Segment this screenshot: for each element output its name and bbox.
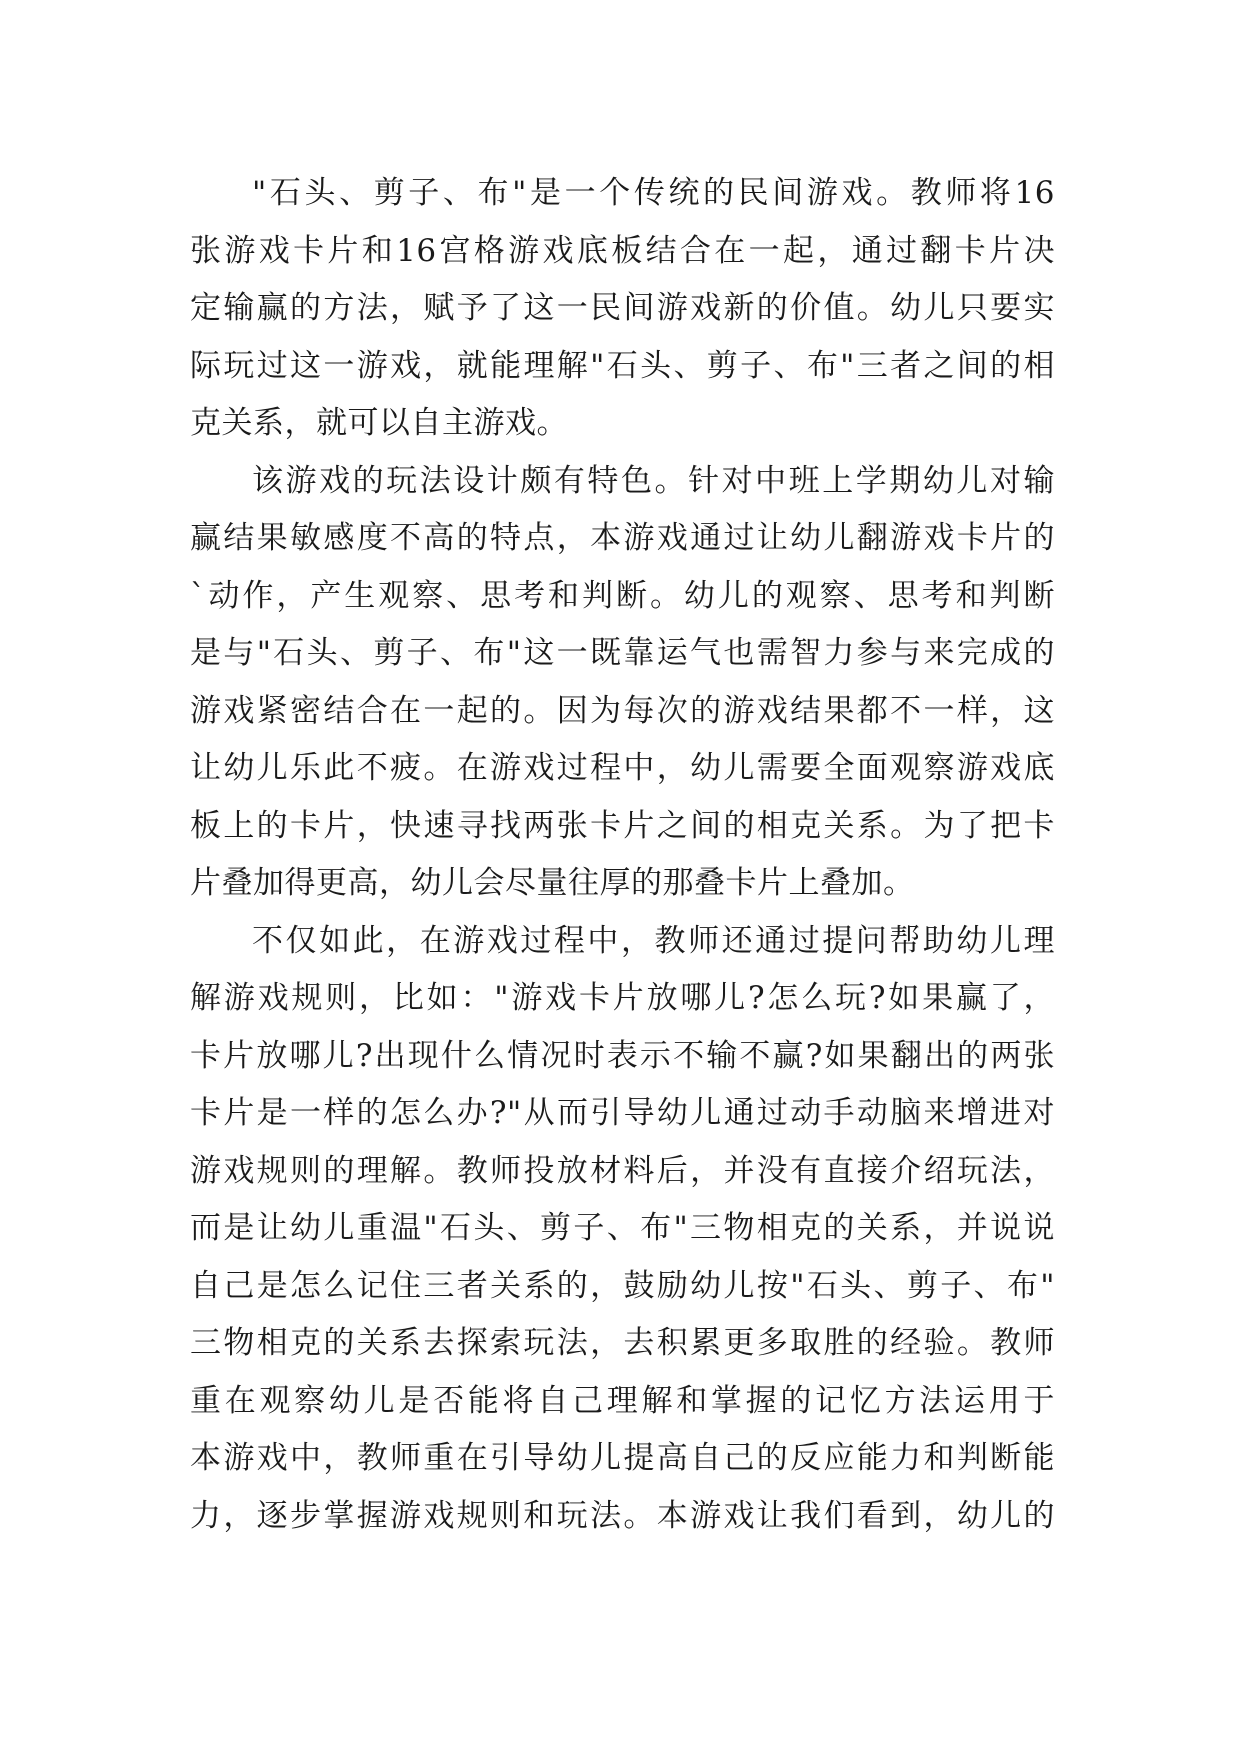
paragraph-2-line-1: 该游戏的玩法设计颇有特色。针对中班上学期幼儿对输 bbox=[252, 462, 1055, 499]
paragraph-3-line-3: 卡片放哪儿?出现什么情况时表示不输不赢?如果翻出的两张 bbox=[190, 1037, 1055, 1074]
paragraph-1-line-5: 克关系，就可以自主游戏。 bbox=[190, 405, 568, 441]
paragraph-2-line-4: 是与"石头、剪子、布"这一既靠运气也需智力参与来完成的 bbox=[190, 635, 1055, 671]
paragraph-1-line-4: 际玩过这一游戏，就能理解"石头、剪子、布"三者之间的相 bbox=[190, 347, 1055, 384]
paragraph-2-line-7: 板上的卡片，快速寻找两张卡片之间的相克关系。为了把卡 bbox=[190, 807, 1055, 844]
paragraph-1-line-2: 张游戏卡片和16宫格游戏底板结合在一起，通过翻卡片决 bbox=[190, 232, 1055, 269]
paragraph-3-line-7: 自己是怎么记住三者关系的，鼓励幼儿按"石头、剪子、布" bbox=[190, 1267, 1055, 1304]
paragraph-3-line-11: 力，逐步掌握游戏规则和玩法。本游戏让我们看到，幼儿的 bbox=[190, 1497, 1055, 1534]
paragraph-3-line-9: 重在观察幼儿是否能将自己理解和掌握的记忆方法运用于 bbox=[190, 1382, 1055, 1419]
paragraph-2-line-6: 让幼儿乐此不疲。在游戏过程中，幼儿需要全面观察游戏底 bbox=[190, 750, 1055, 786]
paragraph-3-line-5: 游戏规则的理解。教师投放材料后，并没有直接介绍玩法， bbox=[190, 1152, 1055, 1189]
paragraph-3-line-2: 解游戏规则，比如："游戏卡片放哪儿?怎么玩?如果赢了， bbox=[190, 980, 1055, 1016]
paragraph-1-line-1: "石头、剪子、布"是一个传统的民间游戏。教师将16 bbox=[252, 175, 1055, 211]
paragraph-3-line-6: 而是让幼儿重温"石头、剪子、布"三物相克的关系，并说说 bbox=[190, 1210, 1055, 1246]
paragraph-3-line-4: 卡片是一样的怎么办?"从而引导幼儿通过动手动脑来增进对 bbox=[190, 1095, 1055, 1131]
paragraph-3-line-8: 三物相克的关系去探索玩法，去积累更多取胜的经验。教师 bbox=[190, 1325, 1055, 1361]
paragraph-2-line-5: 游戏紧密结合在一起的。因为每次的游戏结果都不一样，这 bbox=[190, 692, 1055, 729]
body-text bbox=[190, 165, 1055, 1545]
paragraph-3-line-1: 不仅如此，在游戏过程中，教师还通过提问帮助幼儿理 bbox=[252, 922, 1055, 959]
paragraph-1-line-3: 定输赢的方法，赋予了这一民间游戏新的价值。幼儿只要实 bbox=[190, 290, 1055, 326]
paragraph-2-line-2: 赢结果敏感度不高的特点，本游戏通过让幼儿翻游戏卡片的 bbox=[190, 520, 1055, 556]
paragraph-3-line-10: 本游戏中，教师重在引导幼儿提高自己的反应能力和判断能 bbox=[190, 1440, 1055, 1476]
paragraph-2-line-8: 片叠加得更高，幼儿会尽量往厚的那叠卡片上叠加。 bbox=[190, 865, 915, 901]
paragraph-2-line-3: `动作，产生观察、思考和判断。幼儿的观察、思考和判断 bbox=[190, 577, 1055, 614]
